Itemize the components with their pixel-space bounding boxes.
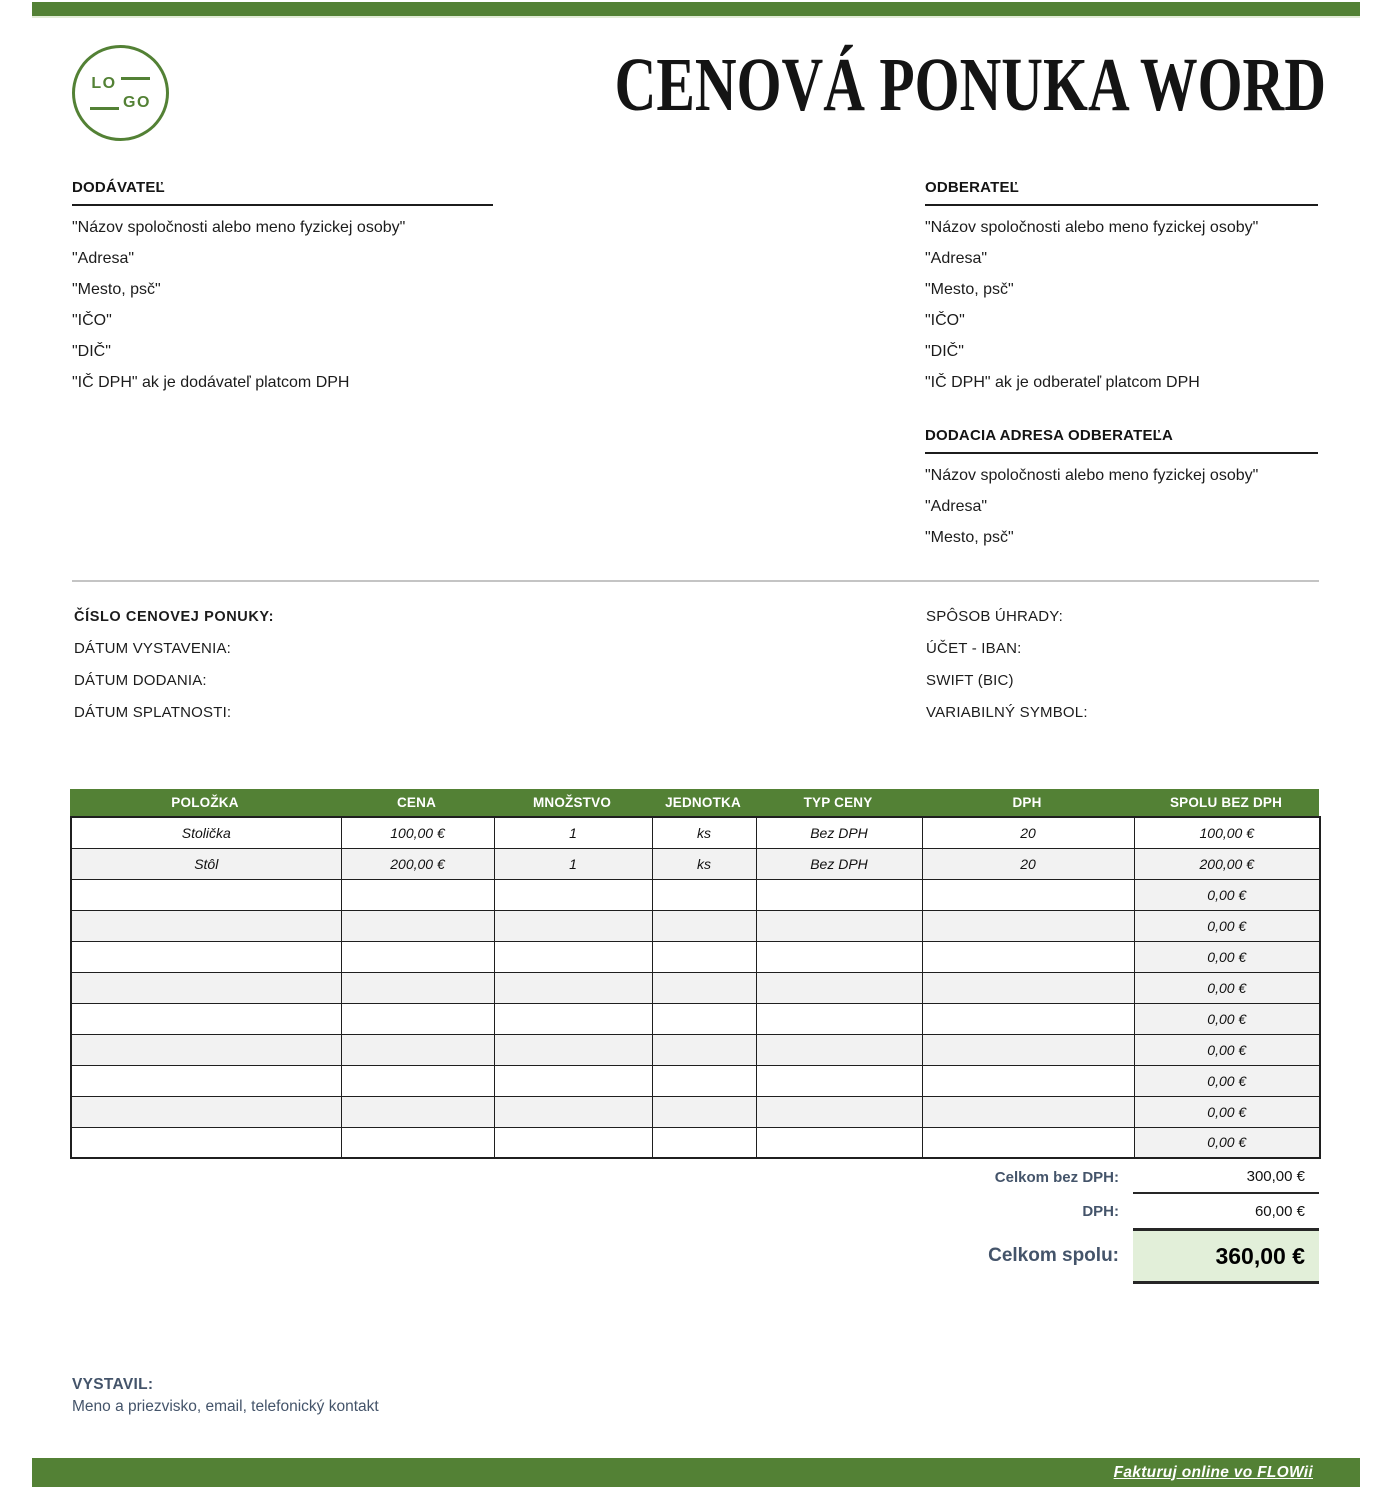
items-column-header: DPH xyxy=(1012,795,1042,810)
items-column-header: SPOLU BEZ DPH xyxy=(1169,795,1283,810)
items-table-cell xyxy=(341,1003,494,1034)
items-table-row xyxy=(71,1127,1320,1158)
items-table-cell xyxy=(652,1034,756,1065)
customer-section xyxy=(925,179,1318,398)
items-table-cell: Stôl xyxy=(71,848,341,879)
items-table-cell xyxy=(494,1127,652,1158)
grand-total-row xyxy=(988,1228,1319,1284)
quote-meta-label: DÁTUM SPLATNOSTI: xyxy=(74,704,232,721)
items-table-cell xyxy=(71,910,341,941)
items-table-cell xyxy=(494,972,652,1003)
items-table-cell xyxy=(922,879,1134,910)
items-table-cell: ks xyxy=(652,817,756,848)
items-table-cell xyxy=(71,879,341,910)
items-table-cell: 0,00 € xyxy=(1134,941,1320,972)
items-table-cell xyxy=(756,879,922,910)
items-table-cell: 1 xyxy=(494,848,652,879)
supplier-lines xyxy=(72,212,493,398)
logo-row-top xyxy=(91,76,149,92)
delivery-address-lines xyxy=(925,460,1318,553)
items-table-cell xyxy=(652,1096,756,1127)
issued-by-section xyxy=(72,1376,379,1416)
quote-meta-labels xyxy=(74,601,274,729)
logo-bar-bottom xyxy=(90,107,119,110)
supplier-line: "DIČ" xyxy=(72,343,111,360)
items-table-cell xyxy=(922,1065,1134,1096)
flowii-link[interactable]: Fakturuj online vo FLOWii xyxy=(1113,1463,1313,1481)
items-table-cell xyxy=(494,910,652,941)
items-table-row xyxy=(71,972,1320,1003)
customer-line: "IČ DPH" ak je odberateľ platcom DPH xyxy=(925,374,1200,391)
items-column-header: MNOŽSTVO xyxy=(532,795,612,810)
customer-lines xyxy=(925,212,1318,398)
vat-value: 60,00 € xyxy=(1254,1202,1305,1220)
items-table-cell xyxy=(652,972,756,1003)
items-table-cell xyxy=(71,1096,341,1127)
items-table-row xyxy=(71,879,1320,910)
items-table-cell xyxy=(652,1003,756,1034)
delivery-address-heading: DODACIA ADRESA ODBERATEĽA xyxy=(925,427,1318,454)
items-table-cell: 20 xyxy=(922,848,1134,879)
items-table-cell xyxy=(756,1127,922,1158)
items-table-cell: 0,00 € xyxy=(1134,1127,1320,1158)
items-table-cell xyxy=(341,972,494,1003)
items-table-cell: 0,00 € xyxy=(1134,910,1320,941)
items-table-cell xyxy=(494,1034,652,1065)
supplier-line: "IČ DPH" ak je dodávateľ platcom DPH xyxy=(72,374,350,391)
subtotal-value: 300,00 € xyxy=(1133,1160,1319,1194)
items-table-cell xyxy=(71,972,341,1003)
page-title: CENOVÁ PONUKA WORD xyxy=(614,43,1326,127)
logo-bar-top xyxy=(121,77,150,80)
supplier-line: "Názov spoločnosti alebo meno fyzickej osoby" xyxy=(72,219,406,236)
supplier-line: "Mesto, psč" xyxy=(72,281,161,298)
top-accent-bar xyxy=(32,2,1360,18)
items-table-cell xyxy=(652,910,756,941)
items-table-row xyxy=(71,817,1320,848)
items-table-cell: 100,00 € xyxy=(341,817,494,848)
vat-row xyxy=(988,1194,1319,1228)
payment-meta-label: VARIABILNÝ SYMBOL: xyxy=(926,704,1088,721)
items-table-cell xyxy=(922,941,1134,972)
customer-line: "Názov spoločnosti alebo meno fyzickej osoby" xyxy=(925,219,1259,236)
items-table-cell xyxy=(756,1034,922,1065)
items-table-cell xyxy=(652,1065,756,1096)
totals-section xyxy=(988,1160,1319,1284)
items-table-cell xyxy=(494,1065,652,1096)
items-table-row xyxy=(71,910,1320,941)
items-column-header: TYP CENY xyxy=(803,795,873,810)
items-table-row xyxy=(71,1065,1320,1096)
payment-meta-labels xyxy=(926,601,1088,729)
items-table-cell xyxy=(494,1096,652,1127)
items-table-cell xyxy=(71,1127,341,1158)
items-table-cell: ks xyxy=(652,848,756,879)
logo xyxy=(72,45,169,141)
quote-meta-label: ČÍSLO CENOVEJ PONUKY: xyxy=(74,609,275,625)
items-tbody xyxy=(71,817,1320,1158)
items-table-cell xyxy=(71,1003,341,1034)
items-table-cell: Bez DPH xyxy=(756,848,922,879)
items-column-header: POLOŽKA xyxy=(171,795,239,810)
customer-line: "IČO" xyxy=(925,312,965,329)
items-table-cell xyxy=(922,1096,1134,1127)
items-column-header: CENA xyxy=(396,795,437,810)
items-table-cell xyxy=(756,941,922,972)
grand-total-label: Celkom spolu: xyxy=(988,1245,1119,1266)
subtotal-label: Celkom bez DPH: xyxy=(994,1168,1119,1186)
quote-meta-label: DÁTUM DODANIA: xyxy=(74,672,207,689)
items-table-cell xyxy=(494,941,652,972)
items-table-cell: 20 xyxy=(922,817,1134,848)
logo-row-bottom xyxy=(90,95,151,111)
logo-text-lo: LO xyxy=(91,74,117,92)
items-table-cell: 0,00 € xyxy=(1134,1003,1320,1034)
items-table-header xyxy=(70,789,1319,816)
items-table-cell: 0,00 € xyxy=(1134,1065,1320,1096)
items-table-cell xyxy=(341,1127,494,1158)
items-table-cell xyxy=(71,941,341,972)
items-table-cell xyxy=(922,1034,1134,1065)
items-table-cell: 0,00 € xyxy=(1134,1034,1320,1065)
items-table-cell xyxy=(922,1127,1134,1158)
items-table-cell: 0,00 € xyxy=(1134,879,1320,910)
items-table-cell xyxy=(756,910,922,941)
items-table-cell xyxy=(756,1065,922,1096)
items-table-cell xyxy=(341,941,494,972)
payment-meta-label: ÚČET - IBAN: xyxy=(926,640,1022,657)
items-table-cell: 1 xyxy=(494,817,652,848)
items-table-cell: 0,00 € xyxy=(1134,972,1320,1003)
items-table-cell xyxy=(652,1127,756,1158)
items-table-cell xyxy=(922,1003,1134,1034)
items-table-cell: 0,00 € xyxy=(1134,1096,1320,1127)
supplier-line: "IČO" xyxy=(72,312,112,329)
items-table-row xyxy=(71,941,1320,972)
items-table-row xyxy=(71,848,1320,879)
subtotal-row xyxy=(988,1160,1319,1194)
customer-line: "Adresa" xyxy=(925,250,988,267)
delivery-line: "Názov spoločnosti alebo meno fyzickej osoby" xyxy=(925,467,1259,484)
items-table-cell xyxy=(71,1065,341,1096)
logo-text-go: GO xyxy=(123,93,151,111)
payment-meta-label: SWIFT (BIC) xyxy=(926,672,1014,689)
supplier-section xyxy=(72,179,493,398)
footer-bar xyxy=(32,1458,1360,1487)
items-table-cell xyxy=(341,879,494,910)
vat-label: DPH: xyxy=(1082,1202,1119,1220)
customer-line: "Mesto, psč" xyxy=(925,281,1014,298)
items-table-cell xyxy=(922,910,1134,941)
items-table-cell xyxy=(756,1096,922,1127)
items-table-cell: 200,00 € xyxy=(341,848,494,879)
quote-meta-label: DÁTUM VYSTAVENIA: xyxy=(74,640,232,657)
items-column-header: JEDNOTKA xyxy=(665,795,741,810)
section-divider xyxy=(72,580,1319,582)
delivery-address-section xyxy=(925,427,1318,553)
items-table-cell xyxy=(341,910,494,941)
items-table-cell xyxy=(71,1034,341,1065)
customer-line: "DIČ" xyxy=(925,343,964,360)
items-table-cell xyxy=(494,879,652,910)
items-table-cell xyxy=(652,879,756,910)
items-table-cell xyxy=(341,1065,494,1096)
items-table xyxy=(70,816,1321,1159)
items-table-cell xyxy=(341,1096,494,1127)
delivery-line: "Adresa" xyxy=(925,498,988,515)
payment-meta-label: SPÔSOB ÚHRADY: xyxy=(926,608,1064,625)
delivery-line: "Mesto, psč" xyxy=(925,529,1014,546)
items-table-row xyxy=(71,1096,1320,1127)
issued-by-contact: Meno a priezvisko, email, telefonický kontakt xyxy=(72,1398,379,1415)
items-table-cell: Stolička xyxy=(71,817,341,848)
items-table-cell xyxy=(652,941,756,972)
items-table-cell: Bez DPH xyxy=(756,817,922,848)
items-table-cell xyxy=(756,1003,922,1034)
grand-total-value: 360,00 € xyxy=(1133,1228,1319,1284)
items-table-cell xyxy=(756,972,922,1003)
items-table-cell xyxy=(922,972,1134,1003)
issued-by-heading: VYSTAVIL: xyxy=(72,1376,154,1393)
items-table-cell xyxy=(341,1034,494,1065)
items-table-cell xyxy=(494,1003,652,1034)
supplier-heading: DODÁVATEĽ xyxy=(72,179,493,206)
items-table-row xyxy=(71,1003,1320,1034)
items-table-row xyxy=(71,1034,1320,1065)
customer-heading: ODBERATEĽ xyxy=(925,179,1318,206)
items-table-cell: 200,00 € xyxy=(1134,848,1320,879)
items-table-cell: 100,00 € xyxy=(1134,817,1320,848)
supplier-line: "Adresa" xyxy=(72,250,135,267)
